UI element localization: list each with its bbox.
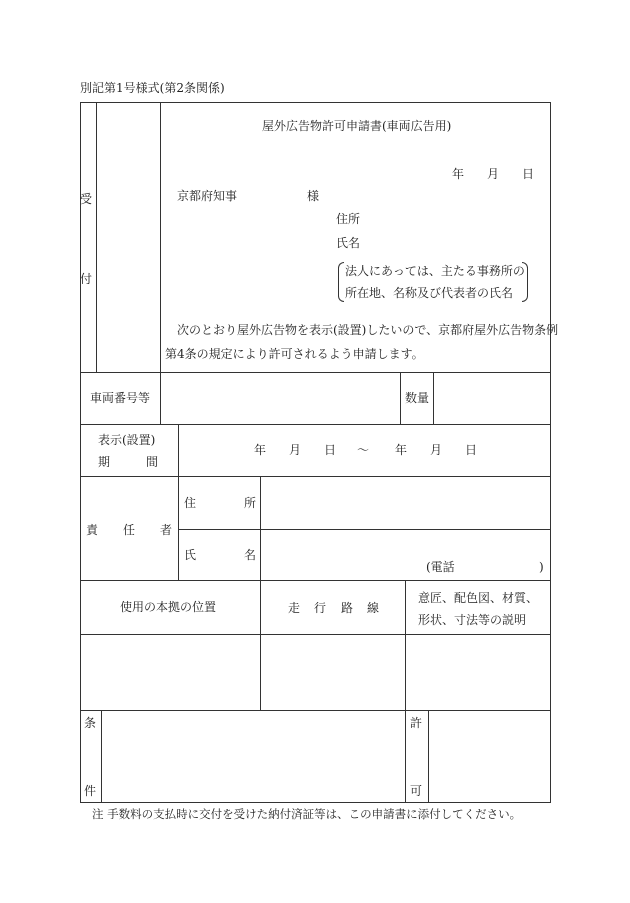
responsible-label-char-3: 者 <box>160 523 173 537</box>
reception-char-1: 受 <box>80 192 93 206</box>
responsible-name-char-2: 名 <box>244 548 257 562</box>
quantity-label: 数量 <box>405 391 430 405</box>
reception-char-2: 付 <box>80 272 93 286</box>
route-label-char-3: 路 <box>341 601 354 615</box>
responsible-address-char-1: 住 <box>184 496 197 510</box>
permit-char-2: 可 <box>410 784 423 798</box>
phone-open: (電話 <box>426 560 455 574</box>
period-tilde: 〜 <box>357 443 370 457</box>
responsible-label-char-1: 責 <box>86 523 99 537</box>
period-label-char-a: 期 <box>98 455 111 469</box>
date-year: 年 <box>452 167 465 181</box>
date-month: 月 <box>487 167 500 181</box>
phone-close: ) <box>539 560 544 574</box>
vehicle-number-label: 車両番号等 <box>90 391 151 405</box>
conditions-char-2: 件 <box>84 784 97 798</box>
applicant-name-label: 氏名 <box>336 236 361 250</box>
corp-note-line-1: 法人にあっては、主たる事務所の <box>345 264 525 278</box>
footnote: 注 手数料の支払時に交付を受けた納付済証等は、この申請書に添付してください。 <box>92 807 522 821</box>
period-label-line-1: 表示(設置) <box>98 433 156 447</box>
route-label-char-2: 行 <box>314 601 327 615</box>
responsible-label-char-2: 任 <box>123 523 136 537</box>
period-end-day: 日 <box>465 443 478 457</box>
permit-char-1: 許 <box>410 716 423 730</box>
conditions-char-1: 条 <box>84 716 97 730</box>
period-label-char-b: 間 <box>146 455 159 469</box>
corp-note-brace-left <box>338 262 344 302</box>
route-label-char-4: 線 <box>367 601 380 615</box>
application-body-line-1: 次のとおり屋外広告物を表示(設置)したいので、京都府屋外広告物条例 <box>177 323 559 337</box>
period-start-month: 月 <box>289 443 302 457</box>
corp-note-line-2: 所在地、名称及び代表者の氏名 <box>345 286 514 300</box>
period-start-year: 年 <box>254 443 267 457</box>
application-title: 屋外広告物許可申請書(車両広告用) <box>262 119 452 133</box>
design-label-line-2: 形状、寸法等の説明 <box>418 613 527 627</box>
base-location-label: 使用の本拠の位置 <box>120 600 217 614</box>
design-label-line-1: 意匠、配色図、材質、 <box>418 591 539 605</box>
applicant-address-label: 住所 <box>336 212 361 226</box>
responsible-address-char-2: 所 <box>244 496 257 510</box>
route-label-char-1: 走 <box>288 601 301 615</box>
period-end-year: 年 <box>395 443 408 457</box>
period-end-month: 月 <box>430 443 443 457</box>
date-day: 日 <box>522 167 535 181</box>
form-id: 別記第1号様式(第2条関係) <box>80 81 225 95</box>
responsible-name-char-1: 氏 <box>184 548 197 562</box>
application-body-line-2: 第4条の規定により許可されるよう申請します。 <box>165 347 424 361</box>
addressee: 京都府知事 <box>177 189 238 203</box>
period-start-day: 日 <box>324 443 337 457</box>
honorific: 様 <box>307 189 320 203</box>
